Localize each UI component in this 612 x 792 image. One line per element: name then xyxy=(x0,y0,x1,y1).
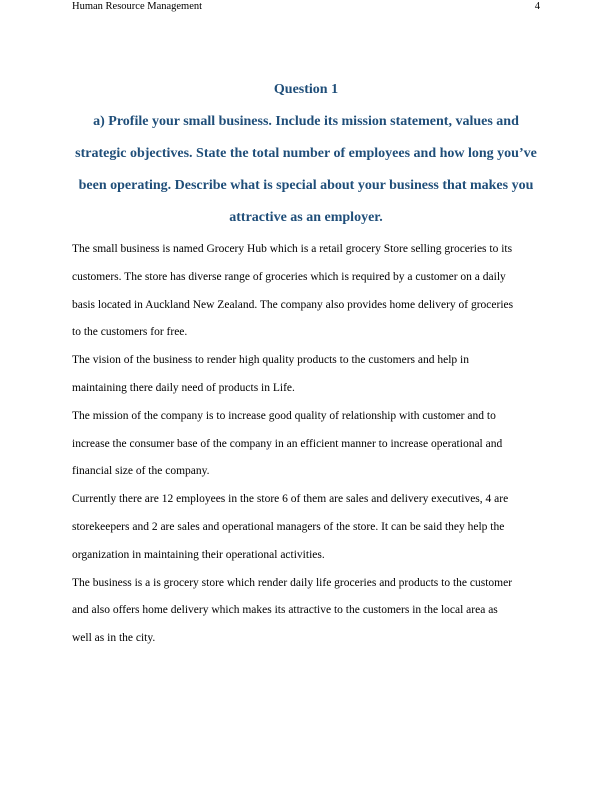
question-prompt-line: a) Profile your small business. Include its mission statement, values and xyxy=(93,114,519,129)
question-heading-block xyxy=(72,78,540,234)
paragraph-business-profile-line: basis located in Auckland New Zealand. The company also provides home delivery of groceries xyxy=(72,298,514,311)
paragraph-attractiveness-line: well as in the city. xyxy=(72,632,156,645)
answer-body xyxy=(72,236,544,653)
paragraph-employees-line: organization in maintaining their operational activities. xyxy=(72,548,325,561)
page-number: 4 xyxy=(534,1,540,12)
paragraph-business-profile-line: The small business is named Grocery Hub which is a retail grocery Store selling groceries to its xyxy=(72,243,513,255)
paragraph-employees-line: Currently there are 12 employees in the store 6 of them are sales and delivery executives, 4 are xyxy=(72,493,509,506)
question-prompt xyxy=(72,106,540,234)
paragraph-business-profile-line: customers. The store has diverse range of groceries which is required by a customer on a daily xyxy=(72,270,506,283)
question-prompt-line: been operating. Describe what is special about your business that makes you xyxy=(78,178,534,193)
paragraph-mission-line: The mission of the company is to increase good quality of relationship with customer and to xyxy=(72,409,496,422)
paragraph-business-profile-line: to the customers for free. xyxy=(72,326,188,339)
paragraph-vision-line: The vision of the business to render high quality products to the customers and help in xyxy=(72,354,469,367)
question-prompt-line: strategic objectives. State the total number of employees and how long you’ve xyxy=(75,146,537,161)
page-header xyxy=(72,0,540,14)
question-title: Question 1 xyxy=(273,82,339,97)
running-title: Human Resource Management xyxy=(72,1,203,12)
paragraph-mission-line: increase the consumer base of the company in an efficient manner to increase operational and xyxy=(72,437,503,450)
question-prompt-line: attractive as an employer. xyxy=(229,210,383,225)
paragraph-attractiveness-line: and also offers home delivery which makes its attractive to the customers in the local area as xyxy=(72,604,498,617)
paragraph-attractiveness-line: The business is a is grocery store which render daily life groceries and products to the customer xyxy=(72,576,513,589)
paragraph-vision-line: maintaining there daily need of products in Life. xyxy=(72,381,295,394)
paragraph-employees-line: storekeepers and 2 are sales and operational managers of the store. It can be said they help the xyxy=(72,520,505,533)
paragraph-mission-line: financial size of the company. xyxy=(72,465,210,478)
